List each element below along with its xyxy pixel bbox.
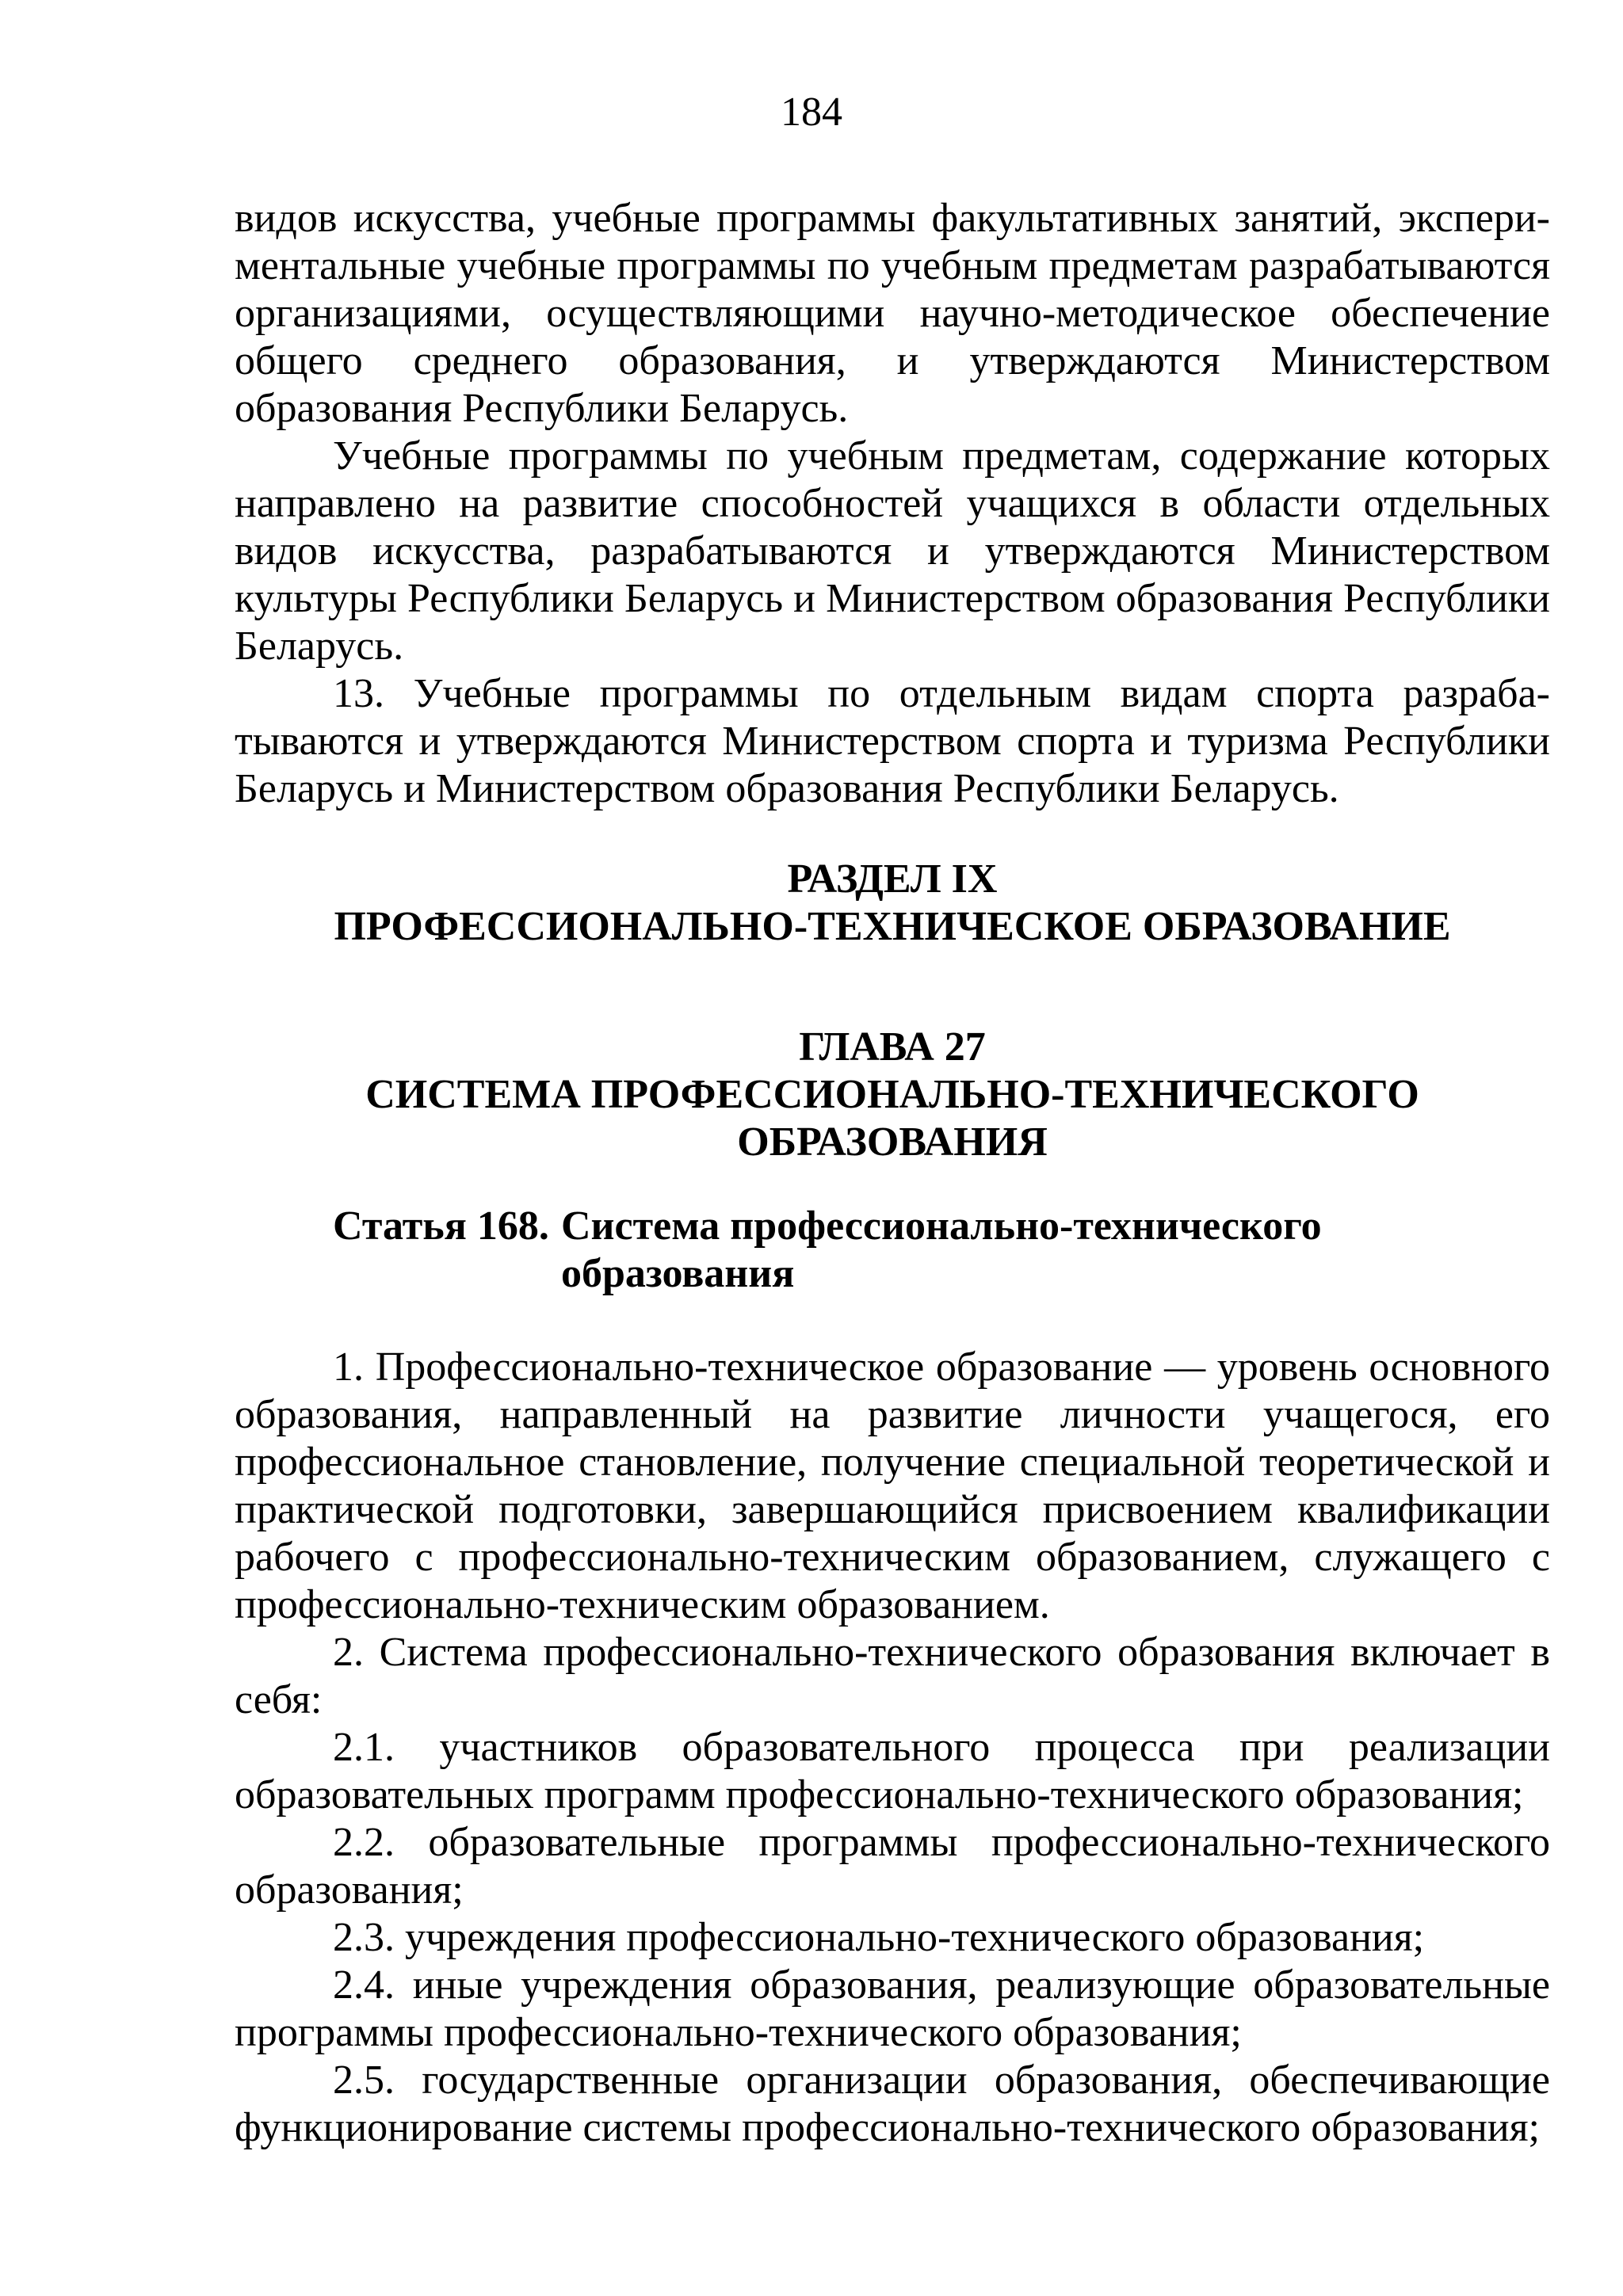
paragraph-item-13: 13. Учебные программы по отдельным видам спорта разраба-тываются и утверждаются Министерством спорта и туризма Республики Беларусь и Министерством образования Республики Беларусь. [235, 671, 1550, 811]
clause-2-3: 2.3. учреждения профессионально-технического образования; [333, 1915, 1425, 1960]
section-heading [235, 856, 1550, 951]
article-body [235, 1344, 1550, 2152]
section-title: ПРОФЕССИОНАЛЬНО-ТЕХНИЧЕСКОЕ ОБРАЗОВАНИЕ [334, 904, 1451, 949]
clause-2-4: 2.4. иные учреждения образования, реализующие образовательные программы профессионально-технического образования; [235, 1962, 1550, 2055]
article-number: Статья 168. [333, 1203, 549, 1249]
chapter-title-line1: СИСТЕМА ПРОФЕССИОНАЛЬНО-ТЕХНИЧЕСКОГО [365, 1072, 1419, 1117]
clause-2-2: 2.2. образовательные программы профессионально-технического образования; [235, 1820, 1550, 1913]
chapter-label: ГЛАВА 27 [799, 1024, 986, 1070]
article-heading [333, 1203, 1550, 1298]
chapter-heading [235, 1024, 1550, 1166]
clause-2-1: 2.1. участников образовательного процесса при реализации образовательных программ профессионально-технического образования; [235, 1725, 1550, 1817]
paragraph: Учебные программы по учебным предметам, содержание которых направлено на развитие способностей учащихся в области отдельных видов искусства, разрабатываются и утверждаются Министерством культуры Республики Беларусь и Министерством образования Республики Беларусь. [235, 433, 1550, 669]
page-content [235, 195, 1550, 2152]
chapter-title-line2: ОБРАЗОВАНИЯ [737, 1119, 1048, 1165]
page-number: 184 [781, 90, 842, 135]
article-title: Система профессионально-технического образования [561, 1203, 1322, 1296]
section-label: РАЗДЕЛ IX [787, 856, 998, 902]
clause-2: 2. Система профессионально-технического образования включает в себя: [235, 1630, 1550, 1722]
paragraph-continued: видов искусства, учебные программы факультативных занятий, экспери-ментальные учебные программы по учебным предметам разрабатываются организациями, осуществляющими научно-методическое обеспечение общего среднего образования, и утверждаются Министерством образования Республики Беларусь. [235, 196, 1550, 431]
clause-2-5: 2.5. государственные организации образования, обеспечивающие функционирование системы профессионально-технического образования; [235, 2058, 1550, 2150]
clause-1: 1. Профессионально-техническое образование — уровень основного образования, направленный на развитие личности учащегося, его профессиональное становление, получение специальной теоретической и практической подготовки, завершающийся присвоением квалификации рабочего с профессионально-техническим образованием, служащего с профессионально-техническим образованием. [235, 1344, 1550, 1627]
